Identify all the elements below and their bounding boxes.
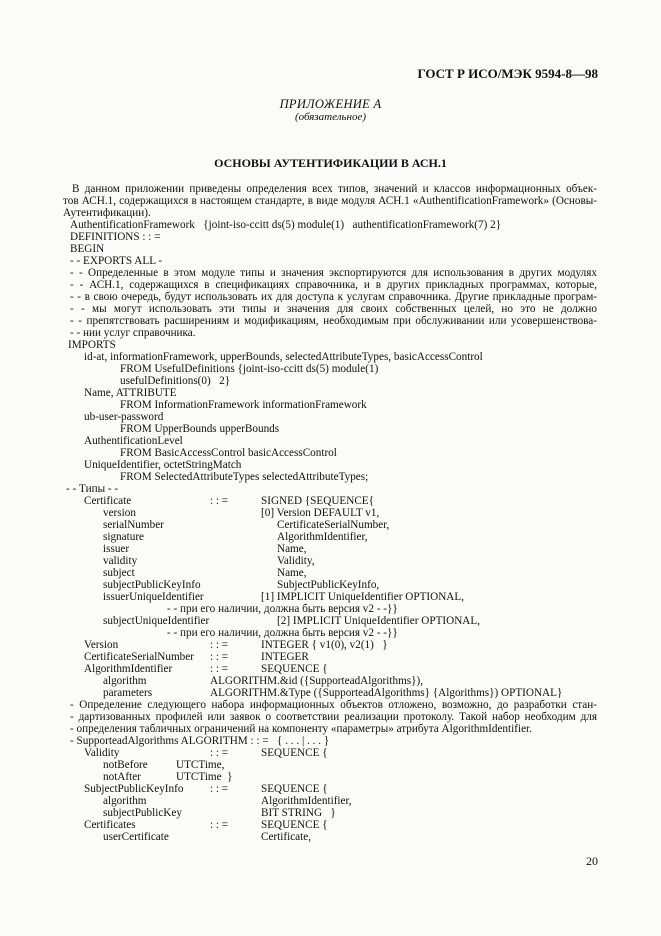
section-title: ОСНОВЫ АУТЕНТИФИКАЦИИ В АСН.1 — [214, 156, 447, 170]
code-line: Name, — [277, 567, 307, 579]
code-line: subjectUniqueIdentifier — [103, 615, 210, 627]
intro-line: В данном приложении приведены определения всех типов, значений и классов информационных объек- — [72, 183, 597, 195]
code-line: BEGIN — [70, 243, 105, 255]
code-line: : : = — [210, 783, 229, 795]
code-line: - - при его наличии, должна быть версия v2 - -}} — [167, 627, 398, 639]
code-line: SEQUENCE { — [261, 819, 328, 831]
code-line: version — [103, 507, 136, 519]
annex-status: (обязательное) — [294, 111, 367, 123]
code-line: CertificateSerialNumber, — [277, 519, 390, 531]
code-line: : : = — [210, 819, 229, 831]
code-line: SEQUENCE { — [261, 783, 328, 795]
intro-line: тов АСН.1, содержащихся в настоящем стандарте, в виде модуля АСН.1 «AuthentificationFramework» (Основы- — [63, 195, 597, 207]
code-line: - - препятствовать расширениям и модификациям, необходимым при обслуживании или усовершенствова- — [70, 315, 597, 327]
code-line: Validity — [84, 747, 120, 759]
code-line: FROM BasicAccessControl basicAccessControl — [120, 447, 337, 459]
code-line: DEFINITIONS : : = — [70, 231, 161, 243]
annex-label: ПРИЛОЖЕНИЕ А — [279, 97, 382, 111]
code-line: subjectPublicKey — [103, 807, 182, 819]
code-line: : : = — [210, 651, 229, 663]
code-line: Name, ATTRIBUTE — [84, 387, 177, 399]
code-line: AlgorithmIdentifier, — [261, 795, 352, 807]
code-line: UTCTime, — [176, 759, 225, 771]
code-line: AlgorithmIdentifier, — [277, 531, 368, 543]
code-line: : : = — [210, 495, 229, 507]
code-line: FROM SelectedAttributeTypes selectedAttributeTypes; — [120, 471, 369, 483]
code-line: - SupporteadAlgorithms ALGORITHM : : = { . . . | . . . } — [70, 735, 330, 747]
code-line: serialNumber — [103, 519, 164, 531]
code-line: Certificate — [84, 495, 132, 507]
code-line: ALGORITHM.&Type ({SupporteadAlgorithms} {Algorithms}) OPTIONAL} — [210, 687, 563, 699]
code-line: - - АСН.1, содержащихся в спецификациях справочника, и в других прикладных программах, которые, — [70, 279, 597, 291]
code-line: Validity, — [277, 555, 315, 567]
code-line: notBefore — [103, 759, 148, 771]
code-line: Version — [84, 639, 119, 651]
intro-line: Аутентификации). — [63, 207, 151, 219]
code-line: - - мы могут использовать эти типы и значения для своих собственных целей, но это не должно — [70, 303, 597, 315]
code-line: FROM InformationFramework informationFramework — [120, 399, 367, 411]
code-line: UTCTime } — [176, 771, 233, 783]
page-number: 20 — [586, 854, 598, 868]
code-line: - Определение следующего набора информационных объектов отложено, возможно, до разработки стан- — [70, 699, 597, 711]
code-line: [0] Version DEFAULT v1, — [261, 507, 380, 519]
code-line: - определения табличных ограничений на компоненту «параметры» атрибута AlgorithmIdentifier. — [70, 723, 532, 735]
code-line: issuerUniqueIdentifier — [103, 591, 204, 603]
code-line: [2] IMPLICIT UniqueIdentifier OPTIONAL, — [277, 615, 480, 627]
code-line: - - при его наличии, должна быть версия v2 - -}} — [167, 603, 398, 615]
code-line: : : = — [210, 663, 229, 675]
code-line: ub-user-password — [84, 411, 164, 423]
code-line: - - Типы - - — [66, 483, 119, 495]
code-line: issuer — [103, 543, 130, 555]
code-line: SubjectPublicKeyInfo — [84, 783, 184, 795]
code-line: : : = — [210, 639, 229, 651]
code-line: - дартизованных профилей или заявок о соответствии реализации протоколу. Такой набор необходим для — [70, 711, 597, 723]
code-line: AuthentificationFramework {joint-iso-ccitt ds(5) module(1) authentificationFramework(7) 2} — [70, 219, 502, 231]
code-line: FROM UpperBounds upperBounds — [120, 423, 280, 435]
code-line: : : = — [210, 747, 229, 759]
standard-header: ГОСТ Р ИСО/МЭК 9594-8—98 — [417, 66, 598, 81]
code-line: - - Определенные в этом модуле типы и значения экспортируются для использования в других модулях — [70, 267, 597, 279]
code-line: ALGORITHM.&id ({SupporteadAlgorithms}), — [210, 675, 424, 687]
code-line: SIGNED {SEQUENCE{ — [261, 495, 374, 507]
code-line: id-at, informationFramework, upperBounds, selectedAttributeTypes, basicAccessControl — [84, 351, 483, 363]
code-line: Certificates — [84, 819, 136, 831]
code-line: Name, — [277, 543, 307, 555]
code-line: AlgorithmIdentifier — [84, 663, 173, 675]
code-line: FROM UsefulDefinitions {joint-iso-ccitt ds(5) module(1) — [120, 363, 379, 375]
code-line: algorithm — [103, 795, 147, 807]
code-line: SEQUENCE { — [261, 663, 328, 675]
code-line: AuthentificationLevel — [84, 435, 183, 447]
code-line: - - EXPORTS ALL - — [70, 255, 163, 267]
code-line: IMPORTS — [68, 339, 116, 351]
code-line: - - в свою очередь, будут использовать их для доступа к услугам справочника. Другие прикладные програм- — [70, 291, 597, 303]
code-line: SubjectPublicKeyInfo, — [277, 579, 380, 591]
code-line: BIT STRING } — [261, 807, 336, 819]
code-line: subjectPublicKeyInfo — [103, 579, 201, 591]
code-line: SEQUENCE { — [261, 747, 328, 759]
code-line: notAfter — [103, 771, 141, 783]
code-line: [1] IMPLICIT UniqueIdentifier OPTIONAL, — [261, 591, 464, 603]
code-line: parameters — [103, 687, 153, 699]
code-line: INTEGER { v1(0), v2(1) } — [261, 639, 388, 651]
code-line: validity — [103, 555, 138, 567]
code-line: algorithm — [103, 675, 147, 687]
code-line: - - нии услуг справочника. — [70, 327, 196, 339]
code-line: Certificate, — [261, 831, 312, 843]
code-line: CertificateSerialNumber — [84, 651, 194, 663]
code-line: usefulDefinitions(0) 2} — [120, 375, 231, 387]
code-line: UniqueIdentifier, octetStringMatch — [84, 459, 242, 471]
code-line: subject — [103, 567, 135, 579]
code-line: signature — [103, 531, 145, 543]
code-line: INTEGER — [261, 651, 309, 663]
code-line: userCertificate — [103, 831, 169, 843]
